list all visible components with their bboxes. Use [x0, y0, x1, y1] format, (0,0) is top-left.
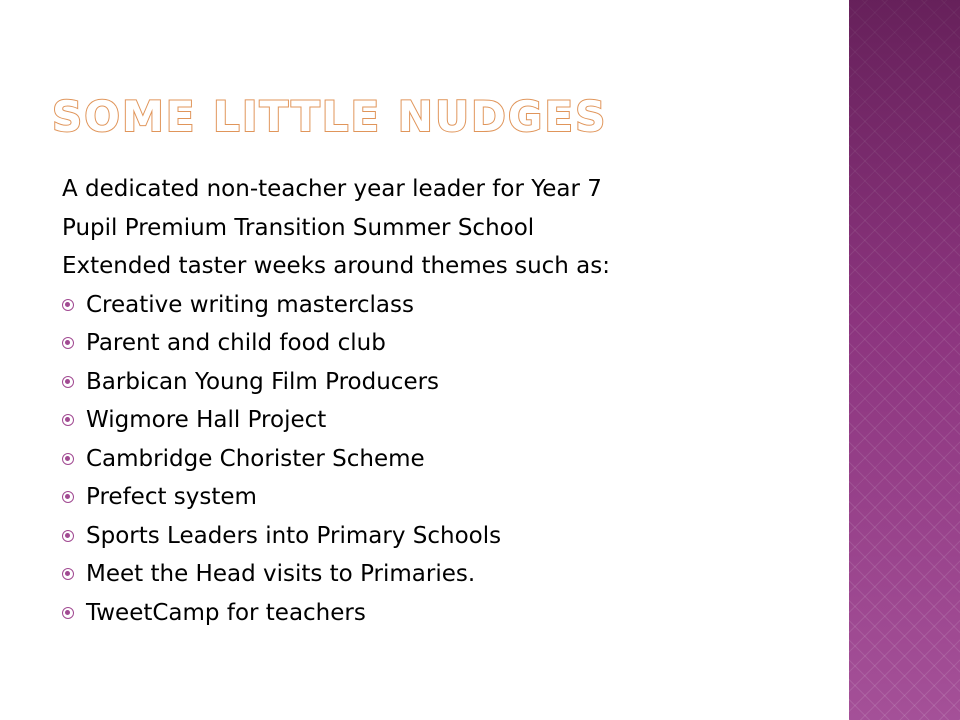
circled-dot-bullet-icon — [62, 376, 74, 388]
circled-dot-bullet-icon — [62, 453, 74, 465]
bullet-item — [62, 517, 832, 556]
circled-dot-bullet-icon — [62, 299, 74, 311]
slide-title: SOME LITTLE NUDGES — [52, 92, 608, 141]
bullet-text: TweetCamp for teachers — [86, 599, 366, 626]
bullet-text: Parent and child food club — [86, 330, 386, 356]
bullet-item — [62, 324, 832, 363]
bullet-item — [62, 363, 832, 402]
bullet-text: Creative writing masterclass — [86, 291, 414, 318]
bullet-text: Barbican Young Film Producers — [86, 368, 440, 395]
circled-dot-bullet-icon — [62, 530, 74, 542]
decorative-side-panel — [849, 0, 960, 720]
bullet-item — [62, 401, 832, 440]
circled-dot-bullet-icon — [62, 491, 74, 503]
bullet-item — [62, 286, 832, 325]
circled-dot-bullet-icon — [62, 607, 74, 619]
bullet-text: Cambridge Chorister Scheme — [86, 445, 425, 472]
circled-dot-bullet-icon — [62, 414, 74, 426]
bullet-text: Meet the Head visits to Primaries. — [86, 561, 476, 587]
bullet-text: Wigmore Hall Project — [86, 407, 327, 433]
bullet-item — [62, 440, 832, 479]
bullet-item — [62, 594, 832, 633]
slide-body — [62, 170, 832, 632]
intro-line: Pupil Premium Transition Summer School — [62, 214, 535, 241]
bullet-text: Prefect system — [86, 484, 257, 510]
bullet-item — [62, 478, 832, 517]
circled-dot-bullet-icon — [62, 337, 74, 349]
intro-line: Extended taster weeks around themes such as: — [62, 253, 611, 279]
bullet-item — [62, 555, 832, 594]
bullet-text: Sports Leaders into Primary Schools — [86, 522, 502, 549]
intro-line: A dedicated non-teacher year leader for Year 7 — [62, 176, 602, 202]
circled-dot-bullet-icon — [62, 568, 74, 580]
